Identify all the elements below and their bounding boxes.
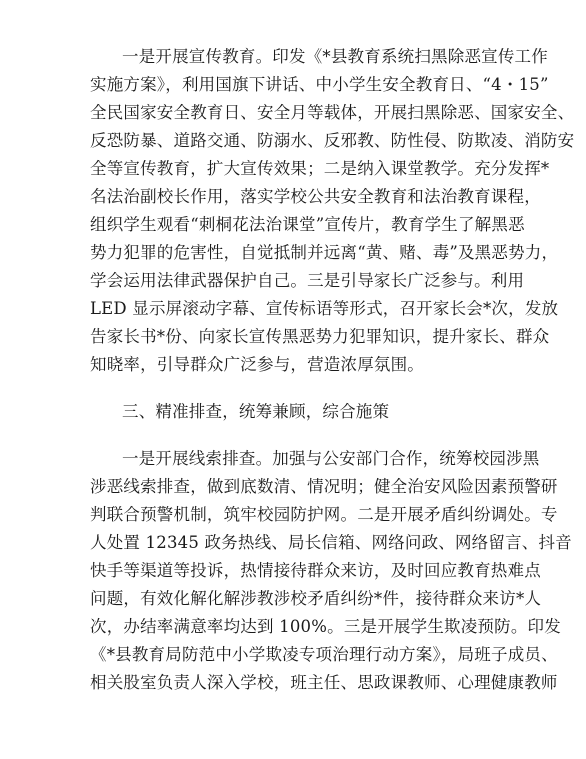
paragraph-line: 势力犯罪的危害性，自觉抵制并远离“黄、赌、毒”及黑恶势力， <box>90 243 559 262</box>
paragraph-line: 相关股室负责人深入学校，班主任、思政课教师、心理健康教师 <box>90 673 558 692</box>
paragraph-line: 次，办结率满意率均达到 100%。三是开展学生欺凌预防。印发 <box>90 617 561 636</box>
paragraph-line: 一是开展宣传教育。印发《*县教育系统扫黑除恶宣传工作 <box>122 47 548 66</box>
paragraph-line: LED 显示屏滚动字幕、宣传标语等形式，召开家长会*次，发放 <box>90 299 559 318</box>
paragraph-line: 实施方案》，利用国旗下讲话、中小学生安全教育日、“4・15” <box>90 75 549 94</box>
paragraph-line: 组织学生观看“刺桐花法治课堂”宣传片，教育学生了解黑恶 <box>90 215 525 234</box>
paragraph-line: 快手等渠道等投诉，热情接待群众来访，及时回应教育热难点 <box>90 561 541 580</box>
paragraph-line: 全等宣传教育，扩大宣传效果；二是纳入课堂教学。充分发挥* <box>90 159 550 178</box>
paragraph-line: 一是开展线索排查。加强与公安部门合作，统筹校园涉黑 <box>122 449 540 468</box>
paragraph-line: 知晓率，引导群众广泛参与，营造浓厚氛围。 <box>90 355 424 374</box>
section-heading: 三、精准排查，统筹兼顾，综合施策 <box>122 402 390 421</box>
paragraph-line: 判联合预警机制，筑牢校园防护网。二是开展矛盾纠纷调处。专 <box>90 505 558 524</box>
paragraph-line: 反恐防暴、道路交通、防溺水、反邪教、防性侵、防欺凌、消防安 <box>90 131 575 150</box>
paragraph-line: 名法治副校长作用，落实学校公共安全教育和法治教育课程， <box>90 187 541 206</box>
paragraph-line: 问题，有效化解化解涉教涉校矛盾纠纷*件，接待群众来访*人 <box>90 589 542 608</box>
paragraph-line: 人处置 12345 政务热线、局长信箱、网络问政、网络留言、抖音 <box>90 533 572 552</box>
paragraph-line: 全民国家安全教育日、安全月等载体，开展扫黑除恶、国家安全、 <box>90 103 575 122</box>
paragraph-line: 学会运用法律武器保护自己。三是引导家长广泛参与。利用 <box>90 271 525 290</box>
paragraph-line: 《*县教育局防范中小学欺凌专项治理行动方案》，局班子成员、 <box>90 645 558 664</box>
paragraph-line: 涉恶线索排查，做到底数清、情况明；健全治安风险因素预警研 <box>90 477 558 496</box>
paragraph-line: 告家长书*份、向家长宣传黑恶势力犯罪知识，提升家长、群众 <box>90 327 550 346</box>
